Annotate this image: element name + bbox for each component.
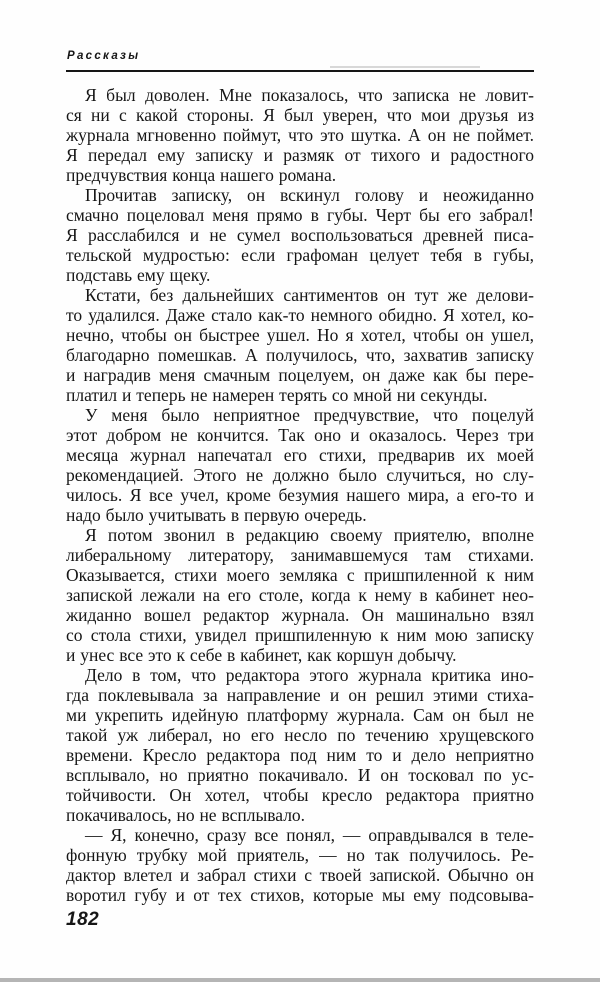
text-line: надо было учитывать в первую очередь. bbox=[66, 505, 367, 525]
text-line: запиской лежали на его столе, когда к нему в кабинет нео- bbox=[66, 585, 534, 605]
page-body bbox=[66, 85, 534, 905]
text-line: подставь ему щеку. bbox=[66, 265, 211, 285]
text-line: жиданно вошел редактор журнала. Он машинально взял bbox=[66, 605, 534, 625]
text-line: У меня было неприятное предчувствие, что поцелуй bbox=[85, 405, 534, 425]
text-line: ми укрепить идейную платформу журнала. Сам он был не bbox=[66, 705, 534, 725]
header-rule bbox=[66, 70, 534, 72]
text-line: и наградив меня смачным поцелуем, он даже как бы пере- bbox=[66, 365, 534, 385]
text-line: тойчивости. Он хотел, чтобы кресло редактора приятно bbox=[66, 785, 534, 805]
text-line: месяца журнал напечатал его стихи, предварив их моей bbox=[66, 445, 534, 465]
scan-smudge bbox=[330, 66, 480, 68]
text-line: смачно поцеловал меня прямо в губы. Черт бы его забрал! bbox=[66, 205, 534, 225]
text-line: Кстати, без дальнейших сантиментов он тут же делови- bbox=[85, 285, 534, 305]
text-line: рекомендацией. Этого не должно было случиться, но слу- bbox=[66, 465, 534, 485]
text-line: то удалился. Даже стало как-то немного обидно. Я хотел, ко- bbox=[66, 305, 534, 325]
text-line: Я был доволен. Мне показалось, что записка не ловит- bbox=[85, 85, 534, 105]
text-line: Прочитав записку, он вскинул голову и неожиданно bbox=[85, 185, 534, 205]
text-line: воротил губу и от тех стихов, которые мы ему подсовыва- bbox=[66, 885, 534, 905]
text-line: покачивалось, но не всплывало. bbox=[66, 805, 306, 825]
text-line: дактор влетел и забрал стихи с твоей запиской. Обычно он bbox=[66, 865, 534, 885]
text-line: нечно, чтобы он быстрее ушел. Но я хотел, чтобы он ушел, bbox=[66, 325, 534, 345]
text-line: — Я, конечно, сразу все понял, — оправдывался в теле- bbox=[85, 825, 534, 845]
text-line: такой уж либерал, но его несло по течению хрущевского bbox=[66, 725, 534, 745]
text-line: Я потом звонил в редакцию своему приятелю, вполне bbox=[85, 525, 534, 545]
paragraph bbox=[66, 85, 534, 185]
text-line: тельской мудростью: если графоман целует тебя в губы, bbox=[66, 245, 534, 265]
paragraph bbox=[66, 825, 534, 905]
text-line: журнала мгновенно поймут, что это шутка. А он не поймет. bbox=[66, 125, 534, 145]
text-line: этот добром не кончится. Так оно и оказалось. Через три bbox=[66, 425, 534, 445]
text-line: платил и теперь не намерен терять со мной ни секунды. bbox=[66, 385, 488, 405]
text-line: Я расслабился и не сумел воспользоваться древней писа- bbox=[66, 225, 534, 245]
running-head: Рассказы bbox=[67, 50, 141, 62]
text-line: и унес все это к себе в кабинет, как коршун добычу. bbox=[66, 645, 457, 665]
page-number: 182 bbox=[66, 909, 100, 930]
scan-edge-strip bbox=[0, 978, 600, 982]
text-line: гда поклевывала за направление и он решил этими стиха- bbox=[66, 685, 534, 705]
paragraph bbox=[66, 665, 534, 825]
text-line: ся ни с какой стороны. Я был уверен, что мои друзья из bbox=[66, 105, 534, 125]
text-line: всплывало, но приятно покачивало. И он тосковал по ус- bbox=[66, 765, 534, 785]
paragraph bbox=[66, 185, 534, 285]
text-line: Я передал ему записку и размяк от тихого и радостного bbox=[66, 145, 534, 165]
text-line: благодарно помешкав. А получилось, что, захватив записку bbox=[66, 345, 534, 365]
text-line: либеральному литератору, занимавшемуся там стихами. bbox=[66, 545, 534, 565]
text-line: предчувствия конца нашего романа. bbox=[66, 165, 337, 185]
text-line: Оказывается, стихи моего земляка с пришпиленной к ним bbox=[66, 565, 534, 585]
paragraph bbox=[66, 405, 534, 525]
text-line: чилось. Я все учел, кроме безумия нашего мира, а его-то и bbox=[66, 485, 534, 505]
text-line: фонную трубку мой приятель, — но так получилось. Ре- bbox=[66, 845, 534, 865]
text-line: времени. Кресло редактора под ним то и дело неприятно bbox=[66, 745, 534, 765]
text-line: Дело в том, что редактора этого журнала критика ино- bbox=[85, 665, 534, 685]
paragraph bbox=[66, 285, 534, 405]
text-line: со стола стихи, увидел пришпиленную к ним мою записку bbox=[66, 625, 534, 645]
paragraph bbox=[66, 525, 534, 665]
